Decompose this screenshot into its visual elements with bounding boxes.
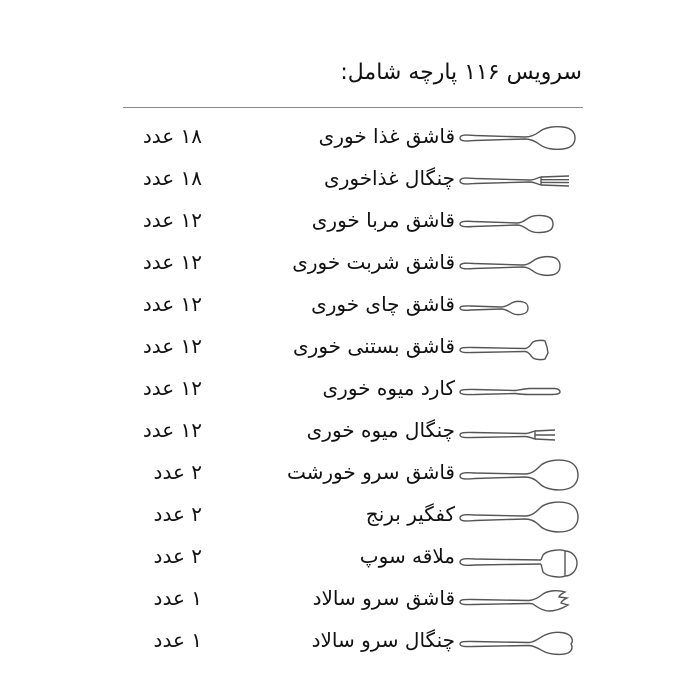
item-quantity: ۱۸ عدد xyxy=(142,166,202,190)
list-item xyxy=(0,538,700,580)
item-quantity: ۲ عدد xyxy=(153,544,202,568)
tea-spoon-icon xyxy=(455,286,585,326)
stew-serving-spoon-icon xyxy=(455,454,585,494)
item-name: قاشق شربت خوری xyxy=(292,250,455,274)
item-name: چنگال سرو سالاد xyxy=(311,628,455,652)
rice-skimmer-icon xyxy=(455,496,585,536)
item-name: قاشق مربا خوری xyxy=(311,208,455,232)
list-item xyxy=(0,370,700,412)
item-quantity: ۱۸ عدد xyxy=(142,124,202,148)
item-quantity: ۲ عدد xyxy=(153,502,202,526)
dinner-spoon-icon xyxy=(455,118,585,158)
list-item xyxy=(0,496,700,538)
item-name: قاشق سرو خورشت xyxy=(286,460,455,484)
fruit-fork-icon xyxy=(455,412,585,452)
item-quantity: ۱ عدد xyxy=(153,586,202,610)
dinner-fork-icon xyxy=(455,160,585,200)
divider xyxy=(123,107,583,108)
syrup-spoon-icon xyxy=(455,244,585,284)
salad-serving-spoon-icon xyxy=(455,580,585,620)
item-name: قاشق بستنی خوری xyxy=(293,334,455,358)
item-name: چنگال میوه خوری xyxy=(306,418,455,442)
list-item xyxy=(0,454,700,496)
item-name: قاشق چای خوری xyxy=(311,292,455,316)
page-title: سرویس ۱۱۶ پارچه شامل: xyxy=(340,60,582,85)
item-name: چنگال غذاخوری xyxy=(324,166,455,190)
list-item xyxy=(0,412,700,454)
item-quantity: ۱۲ عدد xyxy=(142,208,202,232)
item-quantity: ۲ عدد xyxy=(153,460,202,484)
item-name: کارد میوه خوری xyxy=(322,376,455,400)
jam-spoon-icon xyxy=(455,202,585,242)
fruit-knife-icon xyxy=(455,370,585,410)
item-name: ملاقه سوپ xyxy=(359,544,455,568)
list-item xyxy=(0,118,700,160)
item-name: قاشق غذا خوری xyxy=(318,124,455,148)
ice-cream-spoon-icon xyxy=(455,328,585,368)
item-quantity: ۱ عدد xyxy=(153,628,202,652)
item-quantity: ۱۲ عدد xyxy=(142,376,202,400)
list-item xyxy=(0,286,700,328)
list-item xyxy=(0,202,700,244)
salad-serving-fork-icon xyxy=(455,622,585,662)
item-quantity: ۱۲ عدد xyxy=(142,418,202,442)
item-quantity: ۱۲ عدد xyxy=(142,334,202,358)
list-item xyxy=(0,160,700,202)
item-quantity: ۱۲ عدد xyxy=(142,292,202,316)
list-item xyxy=(0,244,700,286)
item-quantity: ۱۲ عدد xyxy=(142,250,202,274)
item-name: کفگیر برنج xyxy=(365,502,455,526)
list-item xyxy=(0,580,700,622)
soup-ladle-icon xyxy=(455,538,585,578)
list-item xyxy=(0,622,700,664)
item-name: قاشق سرو سالاد xyxy=(312,586,455,610)
list-item xyxy=(0,328,700,370)
